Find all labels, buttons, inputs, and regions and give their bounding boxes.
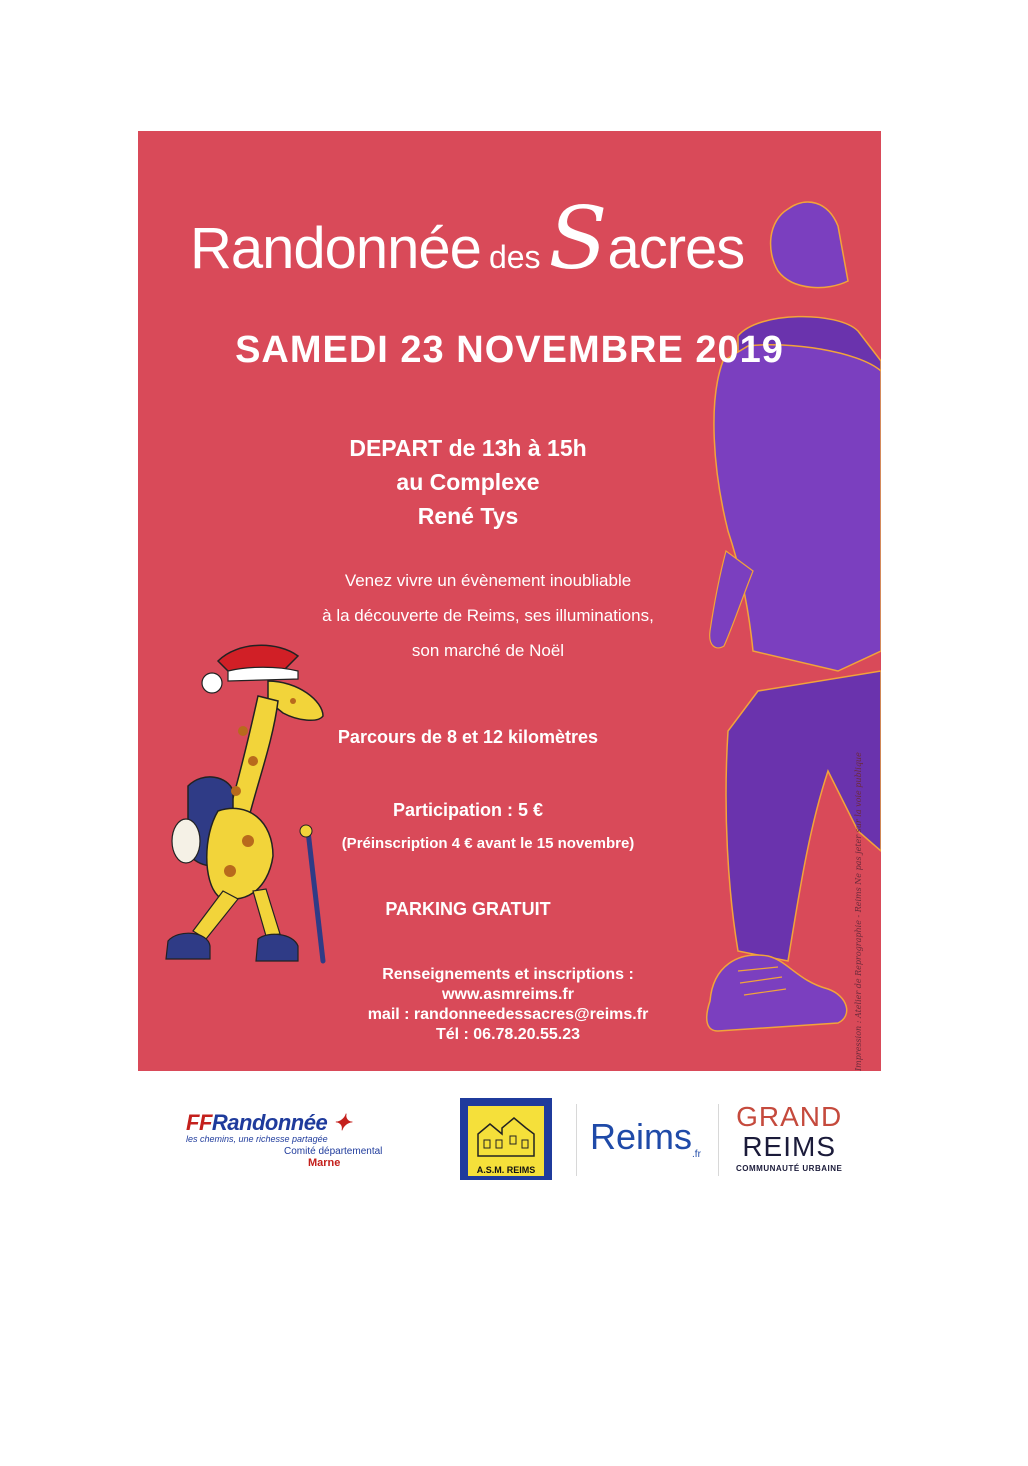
departure-info: [258, 431, 678, 533]
participation-fee: Participation : 5 €: [392, 800, 544, 820]
email-link[interactable]: mail : randonneedessacres@reims.fr: [367, 1006, 649, 1023]
reims-logo: Reims$_{.fr}$: [590, 1116, 701, 1161]
logo-divider: [576, 1104, 577, 1176]
description-line: son marché de Noël: [411, 641, 565, 660]
departure-place: au Complexe: [396, 469, 540, 495]
logo-divider: [718, 1104, 719, 1176]
description-line: à la découverte de Reims, ses illuminations,: [322, 606, 654, 625]
route-distances: Parcours de 8 et 12 kilomètres: [337, 727, 599, 747]
contact-block: [288, 965, 728, 1045]
website-link[interactable]: www.asmreims.fr: [442, 986, 574, 1003]
ffr-wordmark: FFRandonnée ✦: [186, 1110, 351, 1135]
contact-heading: Renseignements et inscriptions :: [382, 966, 634, 983]
asm-reims-logo: [460, 1098, 552, 1180]
parking-info: PARKING GRATUIT: [385, 899, 551, 919]
grand-reims-line1: GRAND: [736, 1101, 843, 1132]
preregistration-fee: (Préinscription 4 € avant le 15 novembre): [341, 835, 635, 852]
title-acres: acres: [607, 216, 745, 281]
grand-reims-line2: REIMS: [742, 1131, 836, 1162]
description-line: Venez vivre un évènement inoubliable: [344, 571, 632, 590]
title-des: des: [488, 239, 541, 275]
phone-number: Tél : 06.78.20.55.23: [435, 1026, 581, 1043]
print-credit: Impression : Atelier de Reprographie - Reims Ne pas jeter sur la voie publique: [854, 752, 863, 1071]
ffrandonnee-logo: [186, 1110, 416, 1169]
event-date: SAMEDI 23 NOVEMBRE 2019: [235, 329, 784, 371]
title-s-script: S: [548, 189, 608, 289]
ffr-comite: Comité départemental: [284, 1146, 383, 1157]
asm-building-icon: [468, 1106, 544, 1164]
departure-venue: René Tys: [417, 503, 519, 529]
giraffe-mascot-illustration: [148, 641, 348, 981]
grand-reims-line3: COMMUNAUTÉ URBAINE: [736, 1164, 843, 1173]
event-poster: [138, 131, 881, 1071]
poster-title: [190, 189, 810, 289]
ffr-marne: Marne: [308, 1157, 341, 1169]
ffr-slogan: les chemins, une richesse partagée: [186, 1134, 328, 1144]
hiker-figure-icon: ✦: [332, 1110, 351, 1135]
grand-reims-logo: [736, 1102, 842, 1173]
asm-label: A.S.M. REIMS: [468, 1164, 544, 1176]
departure-time: DEPART de 13h à 15h: [349, 435, 587, 461]
partner-logos: [0, 1090, 1028, 1200]
title-randonnee: Randonnée: [190, 216, 481, 281]
